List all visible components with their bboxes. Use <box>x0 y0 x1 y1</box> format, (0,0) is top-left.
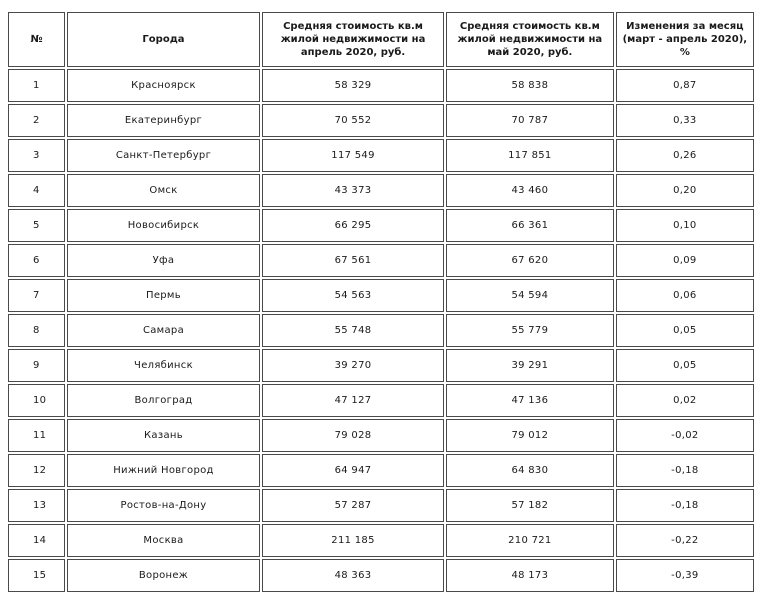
change-percent: -0,39 <box>616 559 754 592</box>
price-april: 79 028 <box>262 419 444 452</box>
change-percent: -0,02 <box>616 419 754 452</box>
price-may: 48 173 <box>446 559 614 592</box>
price-april: 58 329 <box>262 69 444 102</box>
price-april: 39 270 <box>262 349 444 382</box>
price-april: 47 127 <box>262 384 444 417</box>
city-name: Москва <box>67 524 260 557</box>
change-percent: 0,20 <box>616 174 754 207</box>
change-percent: 0,26 <box>616 139 754 172</box>
row-number: 12 <box>8 454 65 487</box>
price-april: 67 561 <box>262 244 444 277</box>
price-table <box>6 10 756 594</box>
table-row <box>8 104 754 137</box>
table-row <box>8 209 754 242</box>
price-may: 66 361 <box>446 209 614 242</box>
table-row <box>8 279 754 312</box>
city-name: Красноярск <box>67 69 260 102</box>
table-row <box>8 314 754 347</box>
change-percent: 0,05 <box>616 349 754 382</box>
price-april: 55 748 <box>262 314 444 347</box>
city-name: Казань <box>67 419 260 452</box>
price-april: 54 563 <box>262 279 444 312</box>
table-row <box>8 559 754 592</box>
row-number: 8 <box>8 314 65 347</box>
row-number: 7 <box>8 279 65 312</box>
row-number: 3 <box>8 139 65 172</box>
header-price-april: Средняя стоимость кв.м жилой недвижимости на апрель 2020, руб. <box>262 12 444 67</box>
price-april: 64 947 <box>262 454 444 487</box>
price-may: 47 136 <box>446 384 614 417</box>
city-name: Пермь <box>67 279 260 312</box>
city-name: Омск <box>67 174 260 207</box>
table-row <box>8 384 754 417</box>
city-name: Самара <box>67 314 260 347</box>
row-number: 6 <box>8 244 65 277</box>
price-april: 70 552 <box>262 104 444 137</box>
change-percent: -0,18 <box>616 454 754 487</box>
change-percent: -0,22 <box>616 524 754 557</box>
price-may: 54 594 <box>446 279 614 312</box>
city-name: Волгоград <box>67 384 260 417</box>
row-number: 10 <box>8 384 65 417</box>
price-may: 79 012 <box>446 419 614 452</box>
table-row <box>8 419 754 452</box>
city-name: Нижний Новгород <box>67 454 260 487</box>
table-row <box>8 454 754 487</box>
table-row <box>8 174 754 207</box>
row-number: 15 <box>8 559 65 592</box>
table-row <box>8 244 754 277</box>
row-number: 11 <box>8 419 65 452</box>
price-april: 57 287 <box>262 489 444 522</box>
price-april: 211 185 <box>262 524 444 557</box>
change-percent: 0,06 <box>616 279 754 312</box>
city-name: Ростов-на-Дону <box>67 489 260 522</box>
price-april: 66 295 <box>262 209 444 242</box>
table-body <box>8 69 754 592</box>
city-name: Челябинск <box>67 349 260 382</box>
price-may: 39 291 <box>446 349 614 382</box>
city-name: Уфа <box>67 244 260 277</box>
price-may: 70 787 <box>446 104 614 137</box>
price-may: 117 851 <box>446 139 614 172</box>
row-number: 4 <box>8 174 65 207</box>
change-percent: -0,18 <box>616 489 754 522</box>
change-percent: 0,02 <box>616 384 754 417</box>
change-percent: 0,09 <box>616 244 754 277</box>
table-row <box>8 69 754 102</box>
table-row <box>8 524 754 557</box>
city-name: Екатеринбург <box>67 104 260 137</box>
row-number: 5 <box>8 209 65 242</box>
price-table-container <box>6 10 756 594</box>
price-may: 43 460 <box>446 174 614 207</box>
header-change: Изменения за месяц (март - апрель 2020), % <box>616 12 754 67</box>
row-number: 13 <box>8 489 65 522</box>
row-number: 2 <box>8 104 65 137</box>
row-number: 1 <box>8 69 65 102</box>
table-row <box>8 139 754 172</box>
change-percent: 0,05 <box>616 314 754 347</box>
change-percent: 0,10 <box>616 209 754 242</box>
table-header-row <box>8 12 754 67</box>
price-april: 48 363 <box>262 559 444 592</box>
price-may: 57 182 <box>446 489 614 522</box>
price-april: 117 549 <box>262 139 444 172</box>
price-may: 67 620 <box>446 244 614 277</box>
header-city: Города <box>67 12 260 67</box>
price-may: 210 721 <box>446 524 614 557</box>
row-number: 14 <box>8 524 65 557</box>
city-name: Санкт-Петербург <box>67 139 260 172</box>
price-april: 43 373 <box>262 174 444 207</box>
header-price-may: Средняя стоимость кв.м жилой недвижимости на май 2020, руб. <box>446 12 614 67</box>
change-percent: 0,33 <box>616 104 754 137</box>
table-row <box>8 489 754 522</box>
header-number: № <box>8 12 65 67</box>
price-may: 64 830 <box>446 454 614 487</box>
city-name: Новосибирск <box>67 209 260 242</box>
table-row <box>8 349 754 382</box>
city-name: Воронеж <box>67 559 260 592</box>
change-percent: 0,87 <box>616 69 754 102</box>
price-may: 55 779 <box>446 314 614 347</box>
price-may: 58 838 <box>446 69 614 102</box>
row-number: 9 <box>8 349 65 382</box>
